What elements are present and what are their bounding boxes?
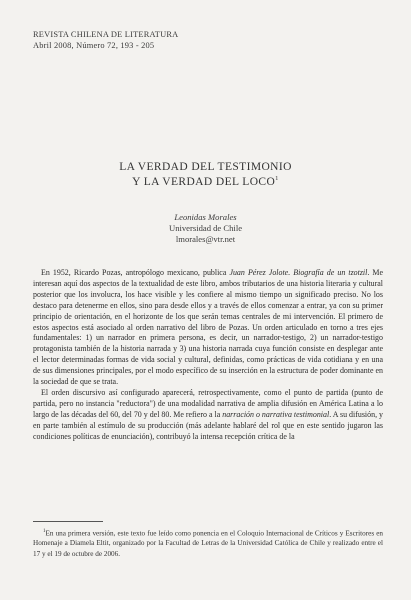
article-body (33, 268, 383, 443)
footnote-text: En una primera versión, este texto fue leído como ponencia en el Coloquio Internacional de Críticos y Escritores en Homenaje a Diamela Eltit, organizado por la Facultad de Letras de la Universidad Católica de Chile y realizado entre el 17 y el 19 de octubre de 2006. (33, 529, 383, 558)
paragraph-1-start: En 1952, Ricardo Pozas, antropólogo mexicano, publica (41, 268, 230, 277)
title-line-1: LA VERDAD DEL TESTIMONIO (119, 161, 292, 173)
paragraph-2 (33, 388, 383, 443)
running-header (33, 30, 178, 51)
issue-info: Abril 2008, Número 72, 193 - 205 (33, 40, 155, 50)
journal-name: REVISTA CHILENA DE LITERATURA (33, 30, 179, 39)
title-footnote-marker: 1 (275, 175, 279, 183)
paragraph-1 (33, 268, 383, 388)
paragraph-2-rest: . A su difusión, y en parte también al estímulo de su producción (más adelante hablaré del rol que en este sentido jugaron las condiciones políticas de enunciación), contribuyó la intensa recepción crítica de la (33, 409, 384, 441)
paragraph-2-start: El orden discursivo así configurado aparecerá, retrospectivamente, como el punto de partida (punto de partida, pero no instancia "reductora") de una modalidad narrativa de amplia difusión en América Latina a lo largo de las décadas del 60, del 70 y del 80. Me refiero a la (33, 387, 383, 419)
footnote (33, 527, 383, 559)
author-name: Leonidas Morales (174, 212, 237, 222)
title-line-2 (0, 175, 411, 190)
author-block (0, 212, 411, 245)
footnote-divider (33, 521, 103, 522)
author-affiliation: Universidad de Chile (168, 223, 243, 233)
article-title (0, 160, 411, 190)
footnote-marker: 1 (43, 529, 46, 534)
author-email: lmorales@vtr.net (175, 234, 236, 244)
paragraph-1-rest: . Me interesan aquí dos aspectos de la textualidad de este libro, ambos tributarios de una historia literaria y cultural posterior que los involucra, los hace visible y les confiere al mismo tiempo un significado preciso. No los destaco para detenerme en ellos, sino para desde ellos y a través de ellos comenzar a entrar, ya con su primer principio de orientación, en el horizonte de los que serán temas centrales de mi intervención. El primero de estos aspectos está asociado al orden narrativo del libro de Pozas. Un orden articulado en torno a tres ejes fundamentales: 1) un narrador en primera persona, es decir, un narrador-testigo, 2) un narrador-testigo protagonista también de la historia narrada y 3) una historia narrada cuya función consiste en desplegar ante el lector determinadas formas de vida social y cultural, definidas, como prácticas de vida cotidiana y en una de sus dimensiones principales, por el modo específico de su inserción en la estructura de poder dominante en la sociedad de que se trata. (33, 268, 383, 387)
emphasized-term: narración o narrativa testimonial (222, 409, 330, 419)
cited-work-title: Juan Pérez Jolote. Biografía de un tzotzil (229, 268, 368, 277)
title-line-2-text: Y LA VERDAD DEL LOCO (132, 176, 276, 188)
